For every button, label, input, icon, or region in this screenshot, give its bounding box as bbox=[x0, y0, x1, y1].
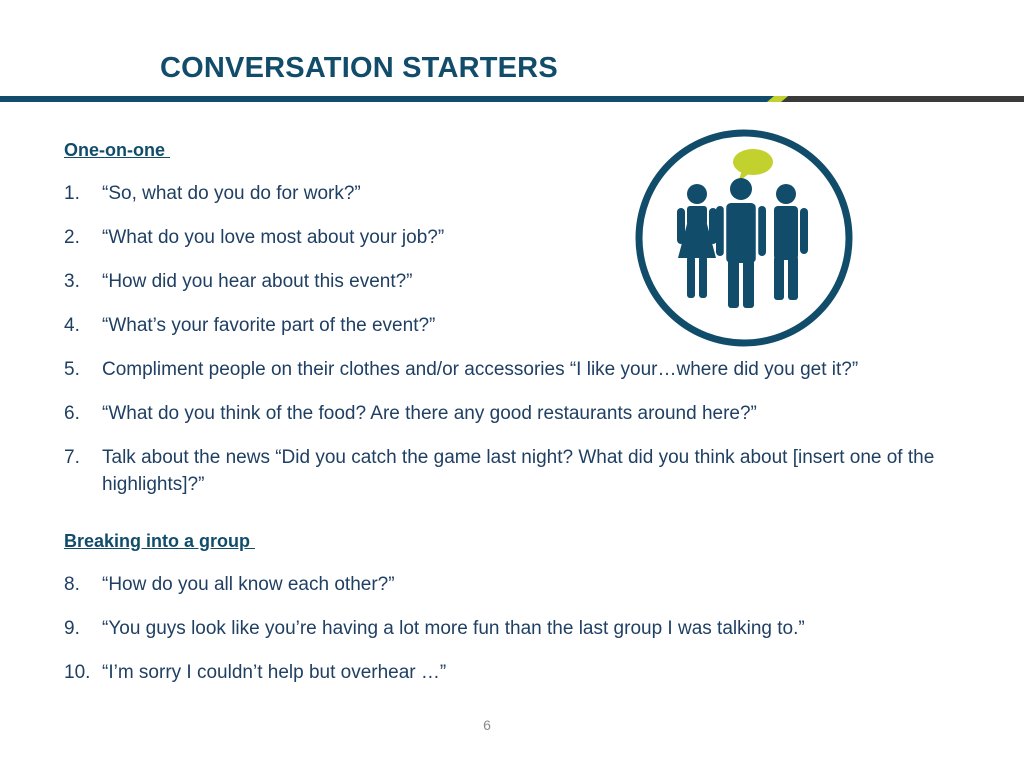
list-item-text: “I’m sorry I couldn’t help but overhear …” bbox=[102, 662, 447, 683]
list-item-number: 9. bbox=[64, 618, 80, 639]
list-item-text: “How do you all know each other?” bbox=[102, 574, 395, 595]
header-divider bbox=[0, 96, 1024, 102]
list-item-text: “How did you hear about this event?” bbox=[102, 271, 413, 292]
list-item bbox=[64, 400, 972, 427]
section-heading-one-on-one: One-on-one bbox=[64, 140, 170, 160]
list-item-text: “What do you think of the food? Are there any good restaurants around here?” bbox=[102, 403, 757, 424]
list-item-number: 7. bbox=[64, 447, 80, 468]
list-item-text: “What do you love most about your job?” bbox=[102, 227, 445, 248]
list-item-text: “So, what do you do for work?” bbox=[102, 183, 361, 204]
page-number: 6 bbox=[483, 717, 491, 733]
list-item-text: “What’s your favorite part of the event?” bbox=[102, 315, 436, 336]
list-item-number: 8. bbox=[64, 574, 80, 595]
list-item-number: 10. bbox=[64, 662, 91, 683]
list-item-text: Talk about the news “Did you catch the game last night? What did you think about [insert one of the highlights]?” bbox=[102, 447, 935, 495]
list-item-number: 1. bbox=[64, 183, 80, 204]
list-item bbox=[64, 571, 972, 598]
list-item-number: 3. bbox=[64, 271, 80, 292]
breaking-into-group-list bbox=[64, 571, 972, 703]
section-heading-breaking-into-group: Breaking into a group bbox=[64, 531, 256, 551]
list-item bbox=[64, 615, 972, 642]
group-conversation-icon bbox=[632, 126, 856, 350]
list-item-text: Compliment people on their clothes and/or accessories “I like your…where did you get it?” bbox=[102, 359, 859, 380]
list-item bbox=[64, 659, 972, 686]
list-item-number: 5. bbox=[64, 359, 80, 380]
list-item-number: 2. bbox=[64, 227, 80, 248]
page-title: CONVERSATION STARTERS bbox=[160, 52, 558, 84]
list-item bbox=[64, 356, 972, 383]
list-item-number: 4. bbox=[64, 315, 80, 336]
list-item-text: “You guys look like you’re having a lot more fun than the last group I was talking to.” bbox=[102, 618, 805, 639]
list-item-number: 6. bbox=[64, 403, 80, 424]
list-item bbox=[64, 444, 972, 498]
